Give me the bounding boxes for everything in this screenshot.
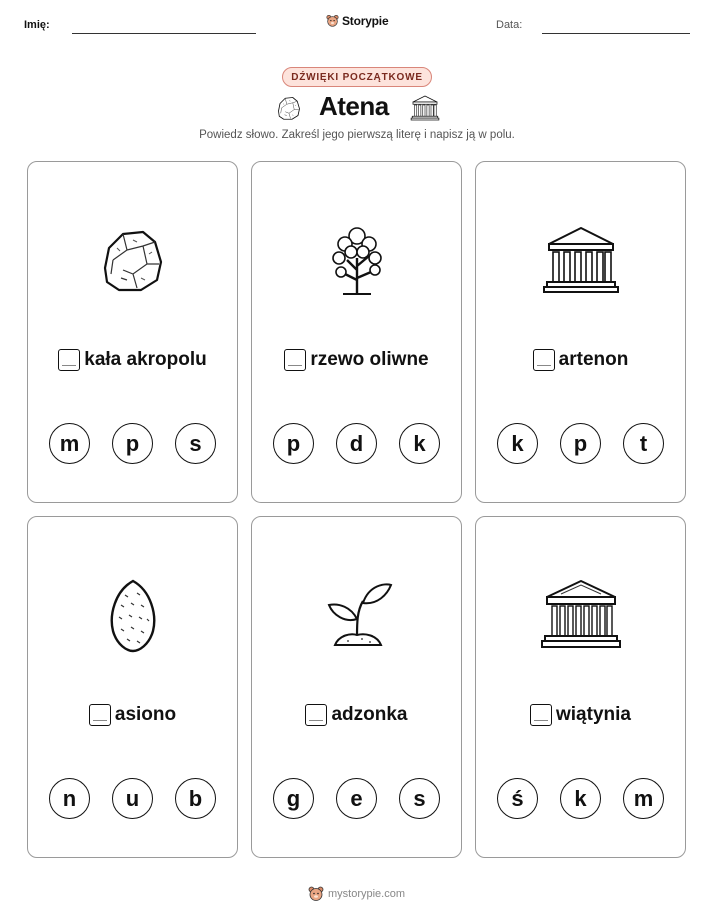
word-row (252, 349, 461, 371)
letter-option[interactable]: b (175, 778, 216, 819)
rock-icon (274, 93, 304, 123)
letter-option[interactable]: m (623, 778, 664, 819)
date-label: Data: (496, 19, 523, 31)
bear-logo-icon (308, 886, 324, 902)
letter-option[interactable]: d (336, 423, 377, 464)
letter-options (28, 423, 237, 464)
word-rest: rzewo oliwne (310, 349, 429, 370)
word-row (28, 349, 237, 371)
instructions: Powiedz słowo. Zakreśl jego pierwszą literę i napisz ją w polu. (199, 129, 515, 141)
footer (308, 886, 405, 902)
letter-option[interactable]: e (336, 778, 377, 819)
letter-option[interactable]: k (399, 423, 440, 464)
letter-option[interactable]: ś (497, 778, 538, 819)
category-badge: DŹWIĘKI POCZĄTKOWE (282, 67, 432, 87)
letter-options (252, 423, 461, 464)
letter-option[interactable]: g (273, 778, 314, 819)
letter-option[interactable]: s (399, 778, 440, 819)
letter-option[interactable]: p (560, 423, 601, 464)
answer-box[interactable] (530, 704, 552, 726)
date-line[interactable] (542, 33, 690, 34)
title-area (274, 91, 442, 123)
letter-option[interactable]: k (497, 423, 538, 464)
word-rest: wiątynia (556, 704, 631, 725)
answer-box[interactable] (284, 349, 306, 371)
letter-option[interactable]: p (112, 423, 153, 464)
word-rest: adzonka (331, 704, 408, 725)
word-row (28, 704, 237, 726)
letter-option[interactable]: n (49, 778, 90, 819)
word-card (27, 161, 238, 503)
letter-option[interactable]: t (623, 423, 664, 464)
parthenon-icon (410, 93, 440, 123)
sprout-icon (317, 575, 397, 655)
word-card (251, 516, 462, 858)
page-title: Atena (319, 91, 389, 121)
letter-option[interactable]: p (273, 423, 314, 464)
word-card (475, 516, 686, 858)
word-card (251, 161, 462, 503)
word-row (252, 704, 461, 726)
rock-icon (93, 220, 173, 300)
word-rest: kała akropolu (84, 349, 207, 370)
word-rest: artenon (558, 349, 629, 370)
letter-options (476, 778, 685, 819)
letter-options (252, 778, 461, 819)
bear-logo-icon (326, 13, 339, 29)
answer-box[interactable] (305, 704, 327, 726)
brand (326, 13, 388, 29)
word-rest: asiono (114, 704, 177, 725)
word-row (476, 349, 685, 371)
answer-box[interactable] (58, 349, 80, 371)
word-row (476, 704, 685, 726)
word-card (475, 161, 686, 503)
almond-icon (93, 575, 173, 655)
word-card (27, 516, 238, 858)
footer-url[interactable]: mystorypie.com (328, 888, 406, 900)
letter-options (476, 423, 685, 464)
letter-option[interactable]: s (175, 423, 216, 464)
answer-box[interactable] (89, 704, 111, 726)
letter-options (28, 778, 237, 819)
name-label: Imię: (24, 19, 50, 31)
letter-option[interactable]: u (112, 778, 153, 819)
letter-option[interactable]: k (560, 778, 601, 819)
letter-option[interactable]: m (49, 423, 90, 464)
brand-name: Storypie (342, 14, 389, 28)
olive-tree-icon (317, 220, 397, 300)
parthenon-icon (541, 220, 621, 300)
name-line[interactable] (72, 33, 256, 34)
temple-icon (541, 575, 621, 655)
answer-box[interactable] (533, 349, 555, 371)
